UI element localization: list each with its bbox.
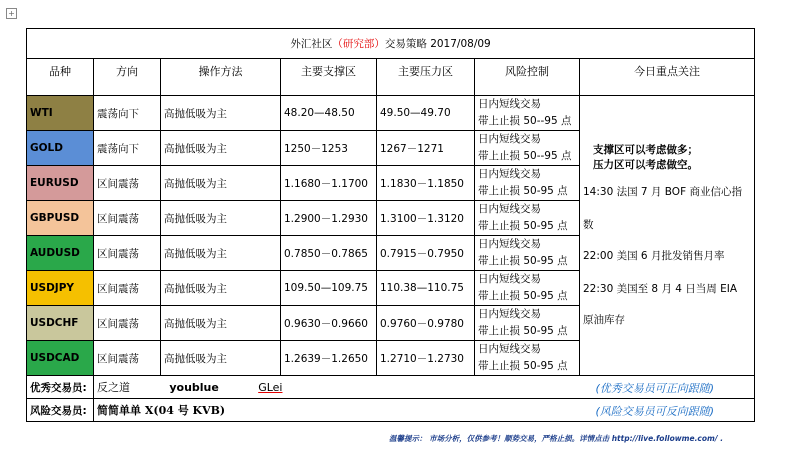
event-line: 22:00 美国 6 月批发销售月率 bbox=[583, 250, 725, 262]
symbol-cell: GBPUSD bbox=[27, 201, 94, 236]
header-direction: 方向 bbox=[94, 59, 161, 96]
direction-cell: 震荡向下 bbox=[94, 96, 161, 131]
event-line: 数 bbox=[583, 219, 594, 231]
symbol-cell: EURUSD bbox=[27, 166, 94, 201]
risk-line-1: 日内短线交易 bbox=[478, 238, 541, 250]
resistance-cell: 1267－1271 bbox=[377, 131, 475, 166]
support-cell: 0.9630－0.9660 bbox=[281, 306, 377, 341]
strategy-table bbox=[26, 28, 755, 422]
risk-cell bbox=[475, 306, 580, 341]
page-title: 外汇社区（研究部）交易策略 2017/08/09 bbox=[27, 29, 755, 59]
risk-trader-cell bbox=[94, 399, 755, 422]
direction-cell: 区间震荡 bbox=[94, 271, 161, 306]
focus-line: 压力区可以考虑做空。 bbox=[593, 159, 698, 171]
risk-line-2: 带上止损 50-95 点 bbox=[478, 185, 568, 197]
symbol-cell: GOLD bbox=[27, 131, 94, 166]
direction-cell: 区间震荡 bbox=[94, 236, 161, 271]
symbol-cell: AUDUSD bbox=[27, 236, 94, 271]
support-cell: 1250－1253 bbox=[281, 131, 377, 166]
symbol-cell: USDCHF bbox=[27, 306, 94, 341]
event-line: 原油库存 bbox=[583, 314, 625, 326]
method-cell: 高抛低吸为主 bbox=[161, 236, 281, 271]
header-focus: 今日重点关注 bbox=[580, 59, 755, 96]
method-cell: 高抛低吸为主 bbox=[161, 306, 281, 341]
method-cell: 高抛低吸为主 bbox=[161, 341, 281, 376]
risk-line-1: 日内短线交易 bbox=[478, 203, 541, 215]
support-cell: 1.2900－1.2930 bbox=[281, 201, 377, 236]
risk-trader-row bbox=[27, 399, 755, 422]
excellent-trader-row bbox=[27, 376, 755, 399]
direction-cell: 震荡向下 bbox=[94, 131, 161, 166]
risk-line-1: 日内短线交易 bbox=[478, 98, 541, 110]
direction-cell: 区间震荡 bbox=[94, 306, 161, 341]
risk-line-1: 日内短线交易 bbox=[478, 273, 541, 285]
risk-line-2: 带上止损 50-95 点 bbox=[478, 255, 568, 267]
support-cell: 109.50—109.75 bbox=[281, 271, 377, 306]
risk-trader-note: (风险交易员可反向跟随) bbox=[595, 405, 715, 418]
symbol-cell: WTI bbox=[27, 96, 94, 131]
header-method: 操作方法 bbox=[161, 59, 281, 96]
resistance-cell: 0.7915－0.7950 bbox=[377, 236, 475, 271]
method-cell: 高抛低吸为主 bbox=[161, 271, 281, 306]
risk-trader-name: 简简单单 X(04 号 KVB) bbox=[97, 404, 226, 417]
support-cell: 1.2639－1.2650 bbox=[281, 341, 377, 376]
symbol-cell: USDCAD bbox=[27, 341, 94, 376]
trader-name: youblue bbox=[169, 381, 219, 394]
support-cell: 48.20—48.50 bbox=[281, 96, 377, 131]
risk-line-2: 带上止损 50-95 点 bbox=[478, 360, 568, 372]
resistance-cell: 1.1830－1.1850 bbox=[377, 166, 475, 201]
table-move-handle-icon[interactable]: + bbox=[6, 8, 17, 19]
excellent-trader-label: 优秀交易员: bbox=[27, 376, 94, 399]
header-row bbox=[27, 59, 755, 96]
direction-cell: 区间震荡 bbox=[94, 166, 161, 201]
footer-note: 温馨提示： 市场分析，仅供参考！顺势交易，严格止损。详情点击 http://live.followme.com/ . bbox=[389, 434, 724, 443]
header-support: 主要支撑区 bbox=[281, 59, 377, 96]
method-cell: 高抛低吸为主 bbox=[161, 96, 281, 131]
risk-line-1: 日内短线交易 bbox=[478, 343, 541, 355]
excellent-trader-cell bbox=[94, 376, 755, 399]
method-cell: 高抛低吸为主 bbox=[161, 201, 281, 236]
risk-cell bbox=[475, 166, 580, 201]
method-cell: 高抛低吸为主 bbox=[161, 131, 281, 166]
risk-line-1: 日内短线交易 bbox=[478, 168, 541, 180]
resistance-cell: 110.38—110.75 bbox=[377, 271, 475, 306]
event-line: 22:30 美国至 8 月 4 日当周 EIA bbox=[583, 283, 738, 295]
method-cell: 高抛低吸为主 bbox=[161, 166, 281, 201]
trader-name: GLei bbox=[258, 381, 283, 394]
risk-line-2: 带上止损 50-95 点 bbox=[478, 220, 568, 232]
risk-line-2: 带上止损 50--95 点 bbox=[478, 150, 572, 162]
risk-cell bbox=[475, 201, 580, 236]
header-risk: 风险控制 bbox=[475, 59, 580, 96]
focus-cell bbox=[580, 96, 755, 376]
header-symbol: 品种 bbox=[27, 59, 94, 96]
resistance-cell: 1.3100－1.3120 bbox=[377, 201, 475, 236]
support-cell: 1.1680－1.1700 bbox=[281, 166, 377, 201]
risk-cell bbox=[475, 236, 580, 271]
risk-line-2: 带上止损 50-95 点 bbox=[478, 290, 568, 302]
resistance-cell: 1.2710－1.2730 bbox=[377, 341, 475, 376]
risk-line-2: 带上止损 50--95 点 bbox=[478, 115, 572, 127]
risk-cell bbox=[475, 96, 580, 131]
trader-name: 反之道 bbox=[97, 381, 130, 394]
excellent-trader-note: (优秀交易员可正向跟随) bbox=[595, 382, 715, 395]
table-row bbox=[27, 96, 755, 131]
header-resistance: 主要压力区 bbox=[377, 59, 475, 96]
risk-cell bbox=[475, 131, 580, 166]
risk-line-1: 日内短线交易 bbox=[478, 133, 541, 145]
event-line: 14:30 法国 7 月 BOF 商业信心指 bbox=[583, 186, 742, 198]
risk-trader-label: 风险交易员: bbox=[27, 399, 94, 422]
symbol-cell: USDJPY bbox=[27, 271, 94, 306]
focus-line: 支撑区可以考虑做多； bbox=[593, 144, 698, 156]
risk-line-2: 带上止损 50-95 点 bbox=[478, 325, 568, 337]
support-cell: 0.7850－0.7865 bbox=[281, 236, 377, 271]
direction-cell: 区间震荡 bbox=[94, 201, 161, 236]
resistance-cell: 0.9760－0.9780 bbox=[377, 306, 475, 341]
risk-cell bbox=[475, 271, 580, 306]
direction-cell: 区间震荡 bbox=[94, 341, 161, 376]
resistance-cell: 49.50—49.70 bbox=[377, 96, 475, 131]
risk-cell bbox=[475, 341, 580, 376]
risk-line-1: 日内短线交易 bbox=[478, 308, 541, 320]
